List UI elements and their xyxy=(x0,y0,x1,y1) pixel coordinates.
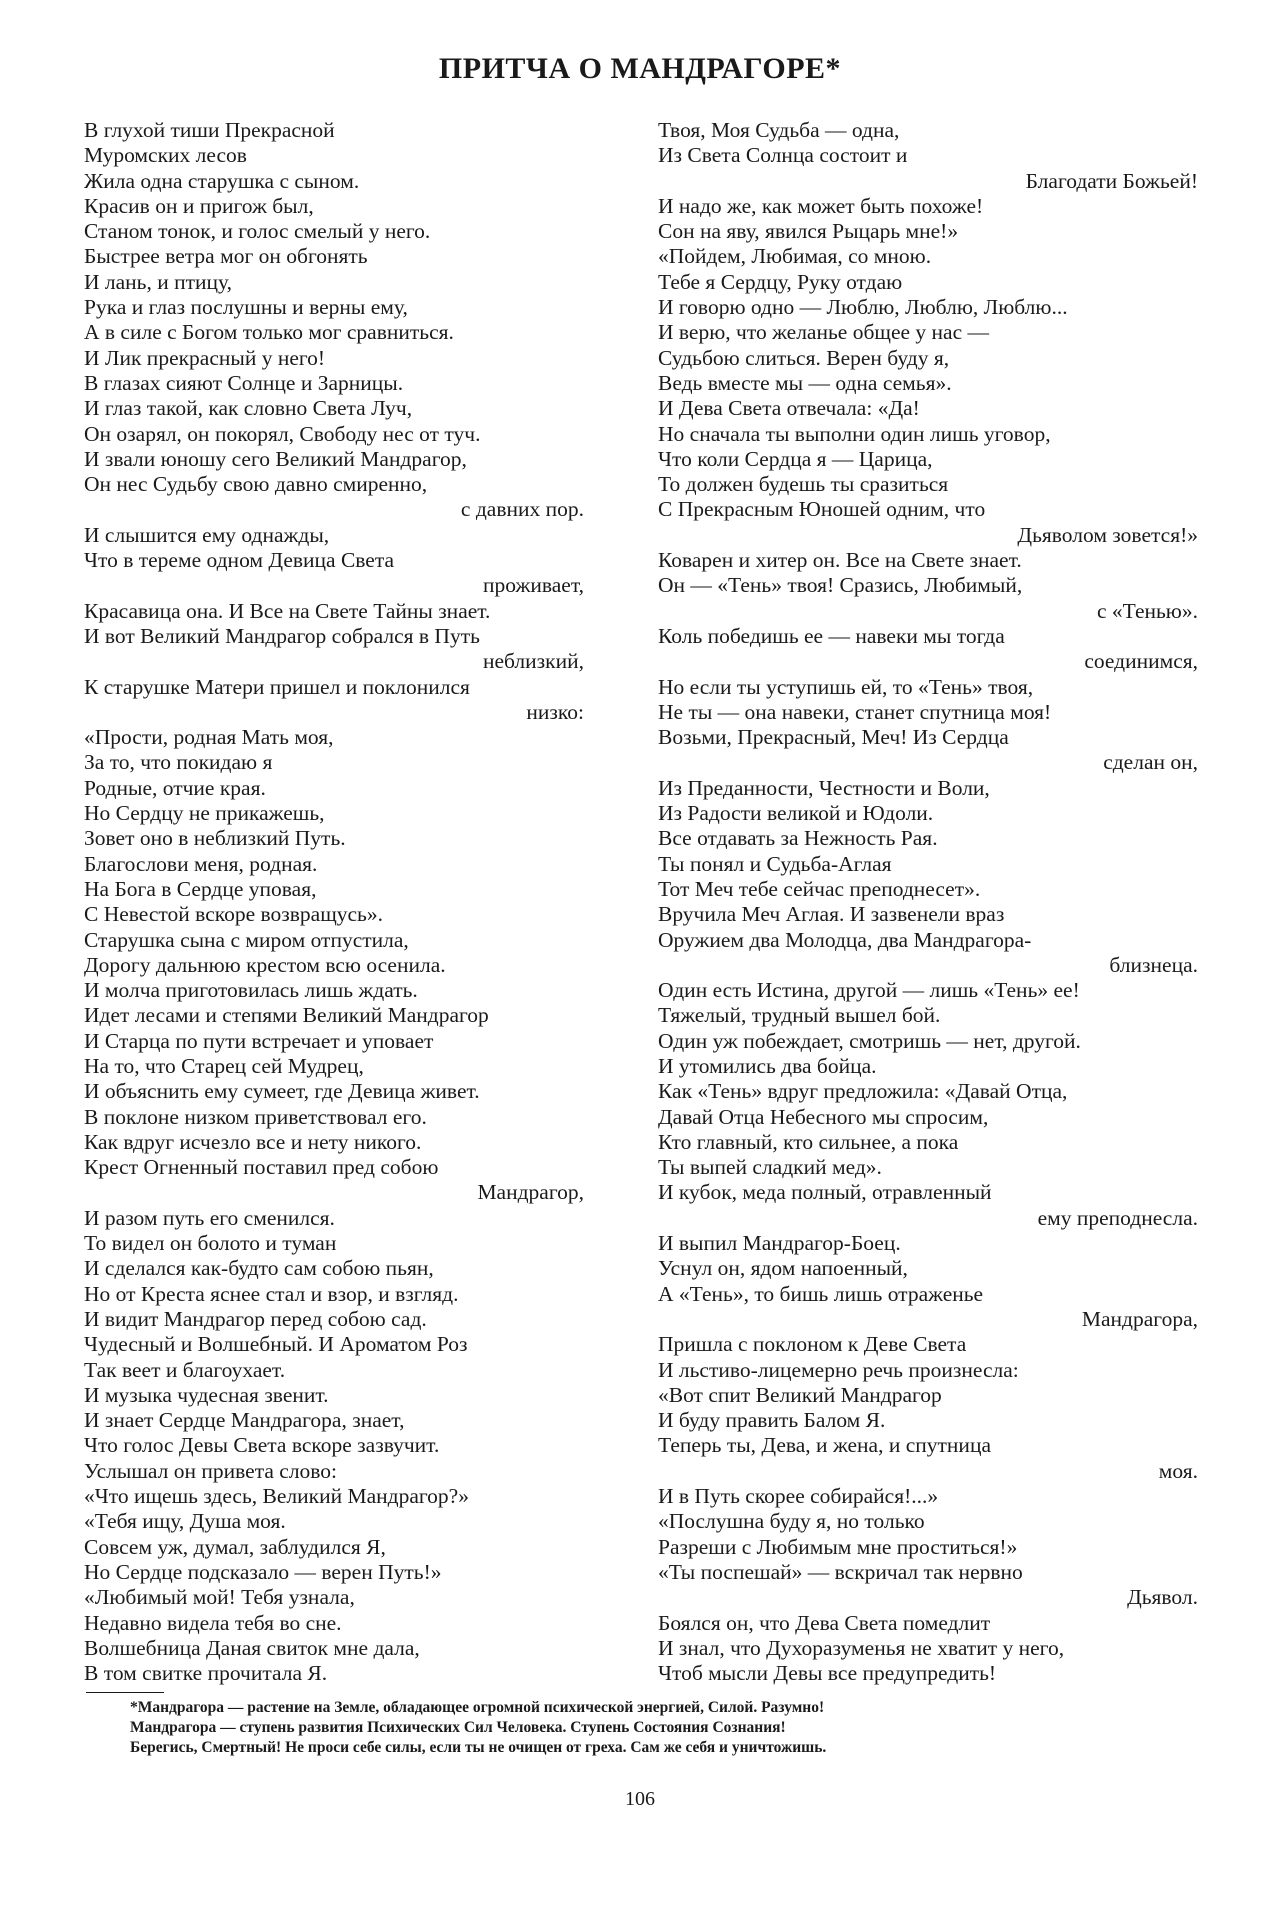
poem-line: И сделался как-будто сам собою пьян, xyxy=(84,1256,434,1281)
poem-line: Он озарял, он покорял, Свободу нес от туч. xyxy=(84,421,481,446)
poem-line: Боялся он, что Дева Света помедлит xyxy=(658,1610,991,1635)
poem-line: Все отдавать за Нежность Рая. xyxy=(658,826,938,851)
poem-line: Что в тереме одном Девица Света xyxy=(84,548,395,573)
poem-line: «Вот спит Великий Мандрагор xyxy=(658,1382,942,1407)
poem-line: Тебе я Сердцу, Руку отдаю xyxy=(658,269,903,294)
poem-line: За то, что покидаю я xyxy=(84,750,273,775)
poem-line: Твоя, Моя Судьба — одна, xyxy=(658,118,900,142)
poem-line: «Ты поспешай» — вскричал так нервно xyxy=(658,1559,1023,1584)
poem-line: В том свитке прочитала Я. xyxy=(84,1661,328,1686)
poem-line: Старушка сына с миром отпустила, xyxy=(84,927,409,952)
poem-line: И верю, что желанье общее у нас — xyxy=(658,320,989,345)
poem-line: Возьми, Прекрасный, Меч! Из Сердца xyxy=(658,725,1009,750)
poem-line: Услышал он привета слово: xyxy=(84,1458,338,1483)
poem-line: Что голос Девы Света вскоре зазвучит. xyxy=(84,1433,440,1458)
poem-line: Из Света Солнца состоит и xyxy=(658,143,908,168)
footnote-line: Берегись, Смертный! Не проси себе силы, если ты не очищен от греха. Сам же себя и уничтожишь. xyxy=(130,1739,827,1756)
poem-line: Он — «Тень» твоя! Сразись, Любимый, xyxy=(658,573,1023,598)
poem-line: Недавно видела тебя во сне. xyxy=(84,1610,342,1635)
poem-line: Жила одна старушка с сыном. xyxy=(84,168,360,193)
poem-line-continuation: Мандрагор, xyxy=(477,1180,584,1205)
poem-line-continuation: неблизкий, xyxy=(482,649,584,674)
poem-line-continuation: Благодати Божьей! xyxy=(1025,168,1198,193)
page-number: 106 xyxy=(625,1788,655,1810)
poem-line-continuation: с «Тенью». xyxy=(1096,598,1198,623)
poem-line: Тот Меч тебе сейчас преподнесет». xyxy=(658,876,981,901)
poem-line: И льстиво-лицемерно речь произнесла: xyxy=(658,1357,1019,1382)
poem-line: И музыка чудесная звенит. xyxy=(84,1382,329,1407)
poem-line: С Прекрасным Юношей одним, что xyxy=(658,497,986,522)
poem-line: Дорогу дальнюю крестом всю осенила. xyxy=(84,952,446,977)
poem-line: «Что ищешь здесь, Великий Мандрагор?» xyxy=(84,1484,469,1509)
poem-line: К старушке Матери пришел и поклонился xyxy=(84,674,470,699)
poem-line: Но Сердце подсказало — верен Путь!» xyxy=(84,1559,442,1584)
poem-line: Станом тонок, и голос смелый у него. xyxy=(84,219,431,244)
poem-line: И разом путь его сменился. xyxy=(84,1205,335,1230)
poem-right-column xyxy=(658,118,1198,1686)
poem-line-continuation: Мандрагора, xyxy=(1081,1306,1198,1331)
poem-line-continuation: Дьявол. xyxy=(1127,1585,1198,1610)
poem-line: В глухой тиши Прекрасной xyxy=(84,118,335,142)
poem-line: Оружием два Молодца, два Мандрагора- xyxy=(658,927,1032,952)
poem-line: Давай Отца Небесного мы спросим, xyxy=(658,1104,989,1129)
poem-line: И говорю одно — Люблю, Люблю, Люблю... xyxy=(658,295,1068,320)
poem-line: Из Преданности, Честности и Воли, xyxy=(658,775,990,800)
poem-line: Не ты — она навеки, станет спутница моя! xyxy=(658,699,1052,724)
poem-line: «Тебя ищу, Душа моя. xyxy=(84,1509,286,1534)
poem-line: Быстрее ветра мог он обгонять xyxy=(84,244,368,269)
poem-line: И видит Мандрагор перед собою сад. xyxy=(84,1306,427,1331)
poem-line: То должен будешь ты сразиться xyxy=(658,472,949,497)
poem-line-continuation: близнеца. xyxy=(1109,952,1198,977)
poem-line: Родные, отчие края. xyxy=(84,775,266,800)
poem-line: Разреши с Любимым мне проститься!» xyxy=(658,1534,1018,1559)
poem-line: Рука и глаз послушны и верны ему, xyxy=(84,295,408,320)
poem-line: Но сначала ты выполни один лишь уговор, xyxy=(658,421,1051,446)
poem-line: Идет лесами и степями Великий Мандрагор xyxy=(84,1003,489,1028)
poem-line: И кубок, меда полный, отравленный xyxy=(658,1180,992,1205)
poem-line: И знал, что Духоразуменья не хватит у него, xyxy=(658,1635,1065,1660)
poem-line: Благослови меня, родная. xyxy=(84,851,318,876)
footnote-line: *Мандрагора — растение на Земле, обладающее огромной психической энергией, Силой. Разумно! xyxy=(130,1699,825,1716)
poem-line: Но если ты уступишь ей, то «Тень» твоя, xyxy=(658,674,1034,699)
poem-line: И молча приготовилась лишь ждать. xyxy=(84,978,418,1003)
poem-line: И Дева Света отвечала: «Да! xyxy=(658,396,920,421)
poem-line: Уснул он, ядом напоенный, xyxy=(658,1256,908,1281)
poem-line-continuation: Дьяволом зовется!» xyxy=(1017,522,1198,547)
poem-line: И знает Сердце Мандрагора, знает, xyxy=(84,1408,405,1433)
poem-line: И утомились два бойца. xyxy=(658,1053,877,1078)
poem-line: Ты выпей сладкий мед». xyxy=(658,1155,882,1180)
poem-line-continuation: с давних пор. xyxy=(460,497,584,522)
poem-line-continuation: проживает, xyxy=(483,573,584,598)
footnote-line: Мандрагора — ступень развития Психических Сил Человека. Ступень Состояния Сознания! xyxy=(130,1719,786,1736)
poem-line: Теперь ты, Дева, и жена, и спутница xyxy=(658,1433,991,1458)
poem-line: «Прости, родная Мать моя, xyxy=(84,725,334,750)
poem-line: Чудесный и Волшебный. И Ароматом Роз xyxy=(84,1332,468,1357)
poem-line: И глаз такой, как словно Света Луч, xyxy=(84,396,413,421)
poem-line: Судьбою слиться. Верен буду я, xyxy=(658,345,950,370)
poem-line: Ведь вместе мы — одна семья». xyxy=(658,370,952,395)
poem-line: Что коли Сердца я — Царица, xyxy=(658,446,933,471)
poem-line: С Невестой вскоре возвращусь». xyxy=(84,902,383,927)
footnote xyxy=(130,1698,1230,1758)
poem-line: И слышится ему однажды, xyxy=(84,522,330,547)
poem-line: В глазах сияют Солнце и Зарницы. xyxy=(84,370,404,395)
poem-line: И в Путь скорее собирайся!...» xyxy=(658,1484,939,1509)
poem-line-continuation: сделан он, xyxy=(1103,750,1198,775)
poem-line: Но от Креста яснее стал и взор, и взгляд. xyxy=(84,1281,459,1306)
poem-line-continuation: ему преподнесла. xyxy=(1037,1205,1198,1230)
poem-line: В поклоне низком приветствовал его. xyxy=(84,1104,427,1129)
poem-line: На Бога в Сердце уповая, xyxy=(84,876,317,901)
poem-line: Так веет и благоухает. xyxy=(84,1357,286,1382)
poem-line: Чтоб мысли Девы все предупредить! xyxy=(658,1661,997,1686)
poem-line: Вручила Меч Аглая. И зазвенели враз xyxy=(658,902,1005,927)
poem-line: Красив он и пригож был, xyxy=(84,193,314,218)
footnote-divider xyxy=(86,1692,164,1693)
poem-line: Ты понял и Судьба-Аглая xyxy=(658,851,892,876)
poem-line: «Любимый мой! Тебя узнала, xyxy=(84,1585,355,1610)
poem-left-column xyxy=(84,118,584,1686)
poem-line: И звали юношу сего Великий Мандрагор, xyxy=(84,446,467,471)
poem-line: Тяжелый, трудный вышел бой. xyxy=(658,1003,941,1028)
poem-line: «Пойдем, Любимая, со мною. xyxy=(658,244,932,269)
poem-line: Как «Тень» вдруг предложила: «Давай Отца, xyxy=(658,1079,1068,1104)
poem-line: Из Радости великой и Юдоли. xyxy=(658,801,934,826)
poem-line: Красавица она. И Все на Свете Тайны знает. xyxy=(84,598,491,623)
poem-line: Но Сердцу не прикажешь, xyxy=(84,801,325,826)
poem-line: Он нес Судьбу свою давно смиренно, xyxy=(84,472,428,497)
poem-line: Один уж побеждает, смотришь — нет, другой. xyxy=(658,1028,1081,1053)
poem-line: И буду править Балом Я. xyxy=(658,1408,886,1433)
poem-line: Зовет оно в неблизкий Путь. xyxy=(84,826,346,851)
poem-line: Муромских лесов xyxy=(84,143,247,168)
poem-line: Как вдруг исчезло все и нету никого. xyxy=(84,1129,422,1154)
poem-line: А «Тень», то бишь лишь отраженье xyxy=(658,1281,984,1306)
poem-line: Волшебница Даная свиток мне дала, xyxy=(84,1635,420,1660)
poem-line: И объяснить ему сумеет, где Девица живет. xyxy=(84,1079,480,1104)
poem-line: На то, что Старец сей Мудрец, xyxy=(84,1053,364,1078)
poem-line: Пришла с поклоном к Деве Света xyxy=(658,1332,967,1357)
poem-line-continuation: моя. xyxy=(1158,1458,1198,1483)
poem-line: Коварен и хитер он. Все на Свете знает. xyxy=(658,548,1022,573)
poem-line: И Старца по пути встречает и уповает xyxy=(84,1028,434,1053)
poem-line: И Лик прекрасный у него! xyxy=(84,345,326,370)
poem-line: Совсем уж, думал, заблудился Я, xyxy=(84,1534,386,1559)
poem-line: Сон на яву, явился Рыцарь мне!» xyxy=(658,219,959,244)
poem-line: «Послушна буду я, но только xyxy=(658,1509,925,1534)
poem-line: Коль победишь ее — навеки мы тогда xyxy=(658,623,1005,648)
poem-line: И выпил Мандрагор-Боец. xyxy=(658,1231,901,1256)
poem-line: А в силе с Богом только мог сравниться. xyxy=(84,320,454,345)
poem-line: Кто главный, кто сильнее, а пока xyxy=(658,1129,959,1154)
poem-line-continuation: соединимся, xyxy=(1084,649,1198,674)
poem-line: Крест Огненный поставил пред собою xyxy=(84,1155,439,1180)
poem-line: Один есть Истина, другой — лишь «Тень» ее! xyxy=(658,978,1080,1003)
poem-line: И лань, и птицу, xyxy=(84,269,233,294)
poem-line-continuation: низко: xyxy=(526,699,584,724)
poem-line: То видел он болото и туман xyxy=(84,1231,337,1256)
poem-line: И вот Великий Мандрагор собрался в Путь xyxy=(84,623,480,648)
page-title: ПРИТЧА О МАНДРАГОРЕ* xyxy=(438,52,842,85)
poem-line: И надо же, как может быть похоже! xyxy=(658,193,984,218)
